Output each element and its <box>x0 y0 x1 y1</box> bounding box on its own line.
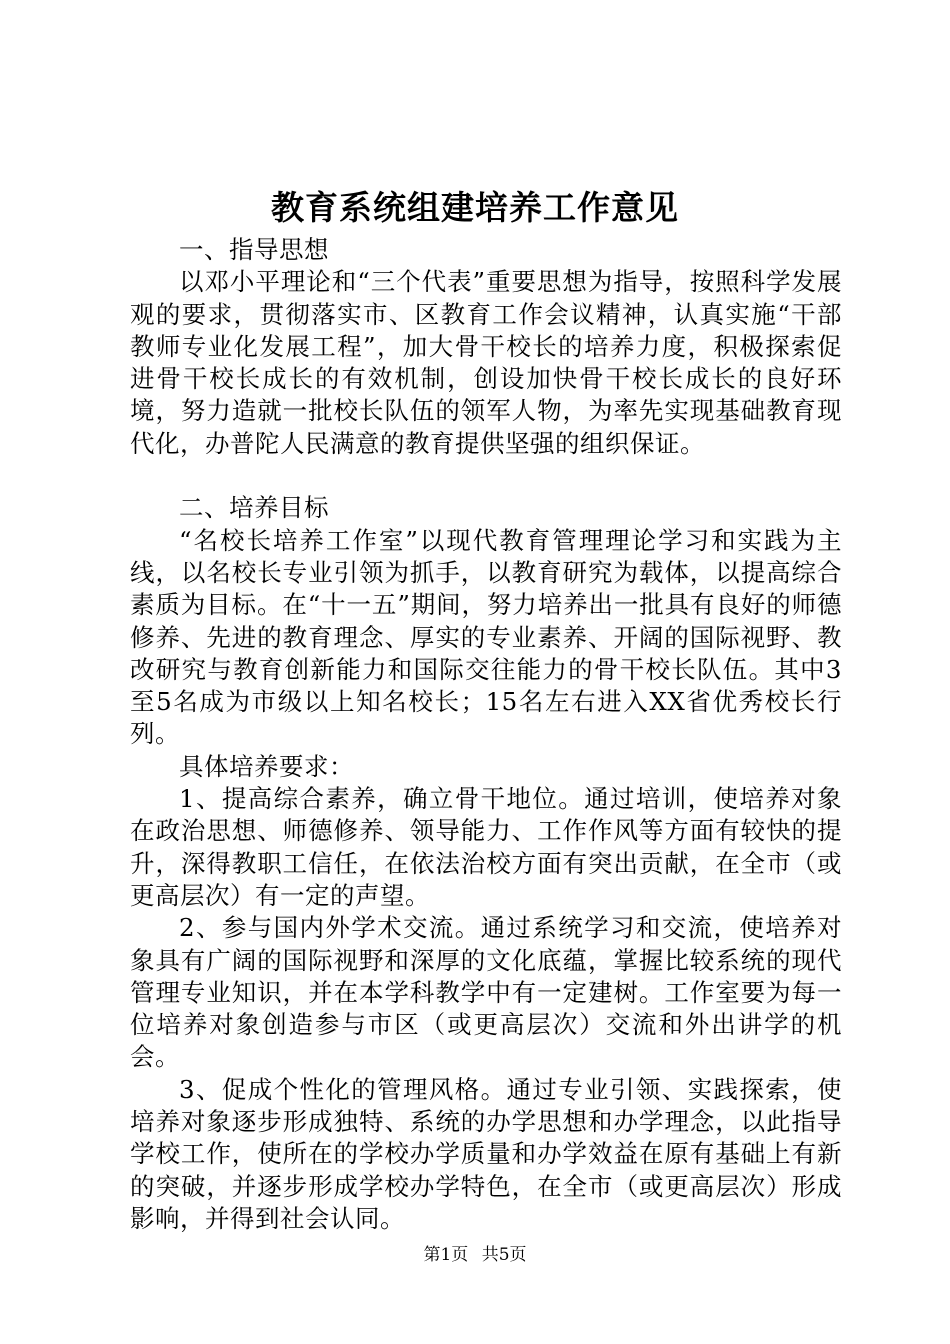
page-number: 第1页 <box>423 1245 469 1265</box>
section-heading: 二、培养目标 <box>179 493 329 523</box>
paragraph: 2、参与国内外学术交流。通过系统学习和交流，使培养对象具有广阔的国际视野和深厚的文化底蕴，掌握比较系统的现代管理专业知识，并在本学科教学中有一定建树。工作室要为每一位培养对象创造参与市区（或更高层次）交流和外出讲学的机会。 <box>130 913 842 1072</box>
page-total: 共5页 <box>481 1245 527 1265</box>
paragraph: 3、促成个性化的管理风格。通过专业引领、实践探索，使培养对象逐步形成独特、系统的办学思想和办学理念，以此指导学校工作，使所在的学校办学质量和办学效益在原有基础上有新的突破，并逐步形成学校办学特色，在全市（或更高层次）形成影响，并得到社会认同。 <box>130 1074 842 1233</box>
paragraph: “名校长培养工作室”以现代教育管理理论学习和实践为主线，以名校长专业引领为抓手，以教育研究为载体，以提高综合素质为目标。在“十一五”期间，努力培养出一批具有良好的师德修养、先进的教育理念、厚实的专业素养、开阔的国际视野、教改研究与教育创新能力和国际交往能力的骨干校长队伍。其中3至5名成为市级以上知名校长；15名左右进入XX省优秀校长行列。 <box>130 525 842 749</box>
document-title: 教育系统组建培养工作意见 <box>271 188 679 227</box>
section-heading: 一、指导思想 <box>179 235 329 264</box>
paragraph: 以邓小平理论和“三个代表”重要思想为指导，按照科学发展观的要求，贯彻落实市、区教育工作会议精神，认真实施“干部教师专业化发展工程”，加大骨干校长的培养力度，积极探索促进骨干校长成长的有效机制，创设加快骨干校长成长的良好环境，努力造就一批校长队伍的领军人物，为率先实现基础教育现代化，办普陀人民满意的教育提供坚强的组织保证。 <box>130 267 842 458</box>
paragraph: 具体培养要求： <box>179 751 354 781</box>
paragraph: 1、提高综合素养，确立骨干地位。通过培训，使培养对象在政治思想、师德修养、领导能力、工作作风等方面有较快的提升，深得教职工信任，在依法治校方面有突出贡献，在全市（或更高层次）有一定的声望。 <box>130 784 842 910</box>
page-footer <box>0 1244 950 1266</box>
document-body <box>130 234 842 1235</box>
blank-line <box>130 460 842 492</box>
